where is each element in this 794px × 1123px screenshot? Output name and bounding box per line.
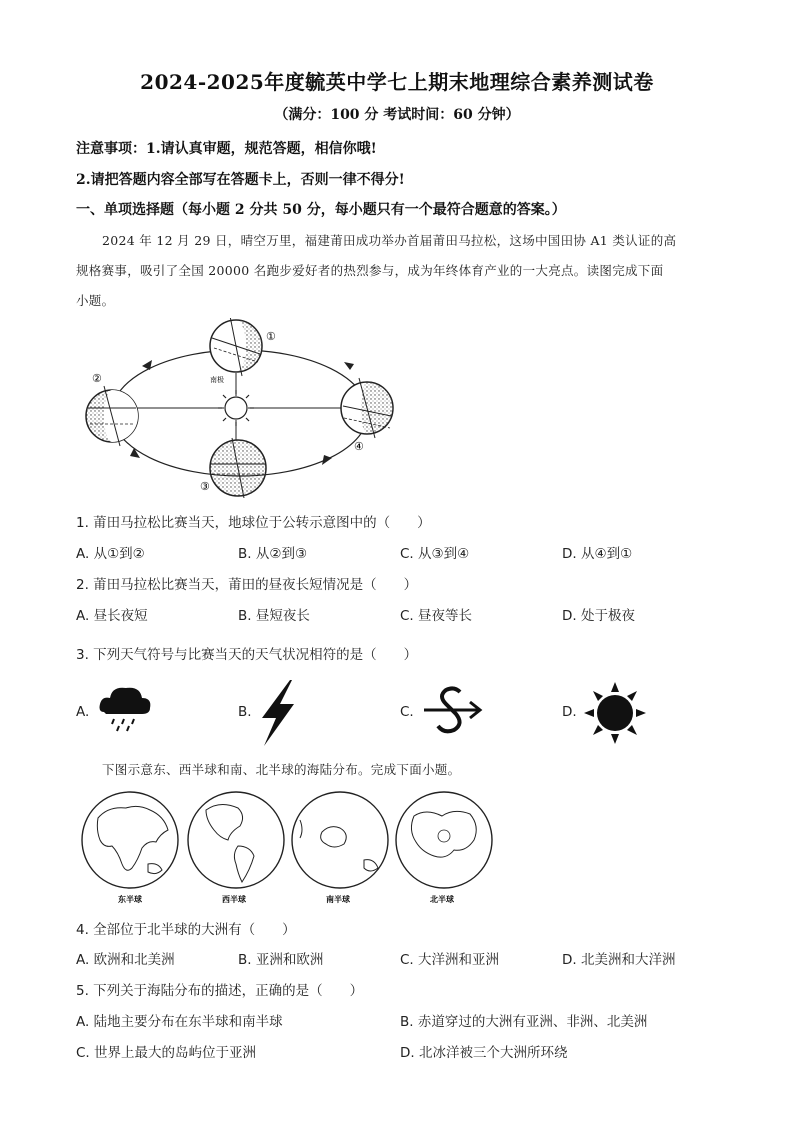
- q2-option-d[interactable]: D. 处于极夜: [562, 608, 635, 624]
- globe-position-2: [86, 386, 138, 446]
- q3-option-d[interactable]: D.: [562, 704, 577, 720]
- passage-line-3: 小题。: [76, 293, 115, 308]
- q5-option-d[interactable]: D. 北冰洋被三个大洲所环绕: [400, 1045, 568, 1061]
- q5-option-a[interactable]: A. 陆地主要分布在东半球和南半球: [76, 1014, 283, 1030]
- q4-option-c[interactable]: C. 大洋洲和亚洲: [400, 952, 500, 968]
- caption-south: 南半球: [326, 895, 350, 904]
- earth-orbit-diagram: [82, 318, 402, 498]
- q3-option-a[interactable]: A.: [76, 704, 90, 720]
- section-heading: 一、单项选择题（每小题 2 分共 50 分，每小题只有一个最符合题意的答案。）: [76, 202, 566, 218]
- globe-position-4: [341, 378, 393, 438]
- caption-west: 西半球: [222, 895, 246, 904]
- q4-option-b[interactable]: B. 亚洲和欧洲: [238, 952, 324, 968]
- question-3-stem: 3. 下列天气符号与比赛当天的天气状况相符的是（ ）: [76, 647, 418, 663]
- question-4-stem: 4. 全部位于北半球的大洲有（ ）: [76, 922, 296, 938]
- q4-option-a[interactable]: A. 欧洲和北美洲: [76, 952, 175, 968]
- q1-option-b[interactable]: B. 从②到③: [238, 546, 308, 562]
- wind-symbol-icon: [420, 684, 490, 736]
- caption-east: 东半球: [118, 895, 142, 904]
- hemisphere-maps: [78, 790, 498, 910]
- orbit-arrow-icon: [344, 362, 354, 370]
- orbit-label-2: ②: [92, 372, 102, 385]
- lightning-icon: [256, 678, 300, 748]
- hemisphere-intro: 下图示意东、西半球和南、北半球的海陆分布。完成下面小题。: [102, 762, 461, 777]
- q2-option-b[interactable]: B. 昼短夜长: [238, 608, 310, 624]
- eastern-hemisphere-globe: [82, 792, 178, 888]
- q5-option-c[interactable]: C. 世界上最大的岛屿位于亚洲: [76, 1045, 257, 1061]
- q4-option-d[interactable]: D. 北美洲和大洋洲: [562, 952, 676, 968]
- orbit-label-1: ①: [266, 330, 276, 343]
- orbit-label-4: ④: [354, 440, 364, 453]
- notes-line-1: 注意事项：1.请认真审题，规范答题，相信你哦!: [76, 141, 377, 157]
- notes-line-2: 2.请把答题内容全部写在答题卡上，否则一律不得分!: [76, 172, 405, 188]
- q1-option-d[interactable]: D. 从④到①: [562, 546, 633, 562]
- caption-north: 北半球: [430, 895, 454, 904]
- northern-hemisphere-globe: [396, 792, 492, 888]
- exam-info: （满分：100 分 考试时间：60 分钟）: [274, 107, 520, 123]
- q1-option-a[interactable]: A. 从①到②: [76, 546, 145, 562]
- sun-icon: [582, 680, 648, 746]
- page-title: 2024-2025年度毓英中学七上期末地理综合素养测试卷: [140, 70, 654, 94]
- q3-option-b[interactable]: B.: [238, 704, 252, 720]
- globe-position-3: [210, 438, 266, 498]
- q1-option-c[interactable]: C. 从③到④: [400, 546, 470, 562]
- q2-option-a[interactable]: A. 昼长夜短: [76, 608, 148, 624]
- q3-option-c[interactable]: C.: [400, 704, 414, 720]
- southern-hemisphere-globe: [292, 792, 388, 888]
- question-2-stem: 2. 莆田马拉松比赛当天，莆田的昼夜长短情况是（ ）: [76, 577, 418, 593]
- rain-cloud-icon: [96, 682, 156, 734]
- passage-line-1: 2024 年 12 月 29 日，晴空万里，福建莆田成功举办首届莆田马拉松，这场中国田协 A1 类认证的高: [102, 233, 677, 248]
- globe-position-1: [210, 318, 262, 376]
- orbit-label-3: ③: [200, 480, 210, 493]
- q5-option-b[interactable]: B. 赤道穿过的大洲有亚洲、非洲、北美洲: [400, 1014, 648, 1030]
- orbit-arrow-icon: [322, 455, 332, 465]
- question-1-stem: 1. 莆田马拉松比赛当天，地球位于公转示意图中的（ ）: [76, 515, 431, 531]
- passage-line-2: 规格赛事，吸引了全国 20000 名跑步爱好者的热烈参与，成为年终体育产业的一大亮点。读图完成下面: [76, 263, 664, 278]
- south-pole-label: 南极: [210, 376, 224, 384]
- question-5-stem: 5. 下列关于海陆分布的描述，正确的是（ ）: [76, 983, 364, 999]
- western-hemisphere-globe: [188, 792, 284, 888]
- q2-option-c[interactable]: C. 昼夜等长: [400, 608, 473, 624]
